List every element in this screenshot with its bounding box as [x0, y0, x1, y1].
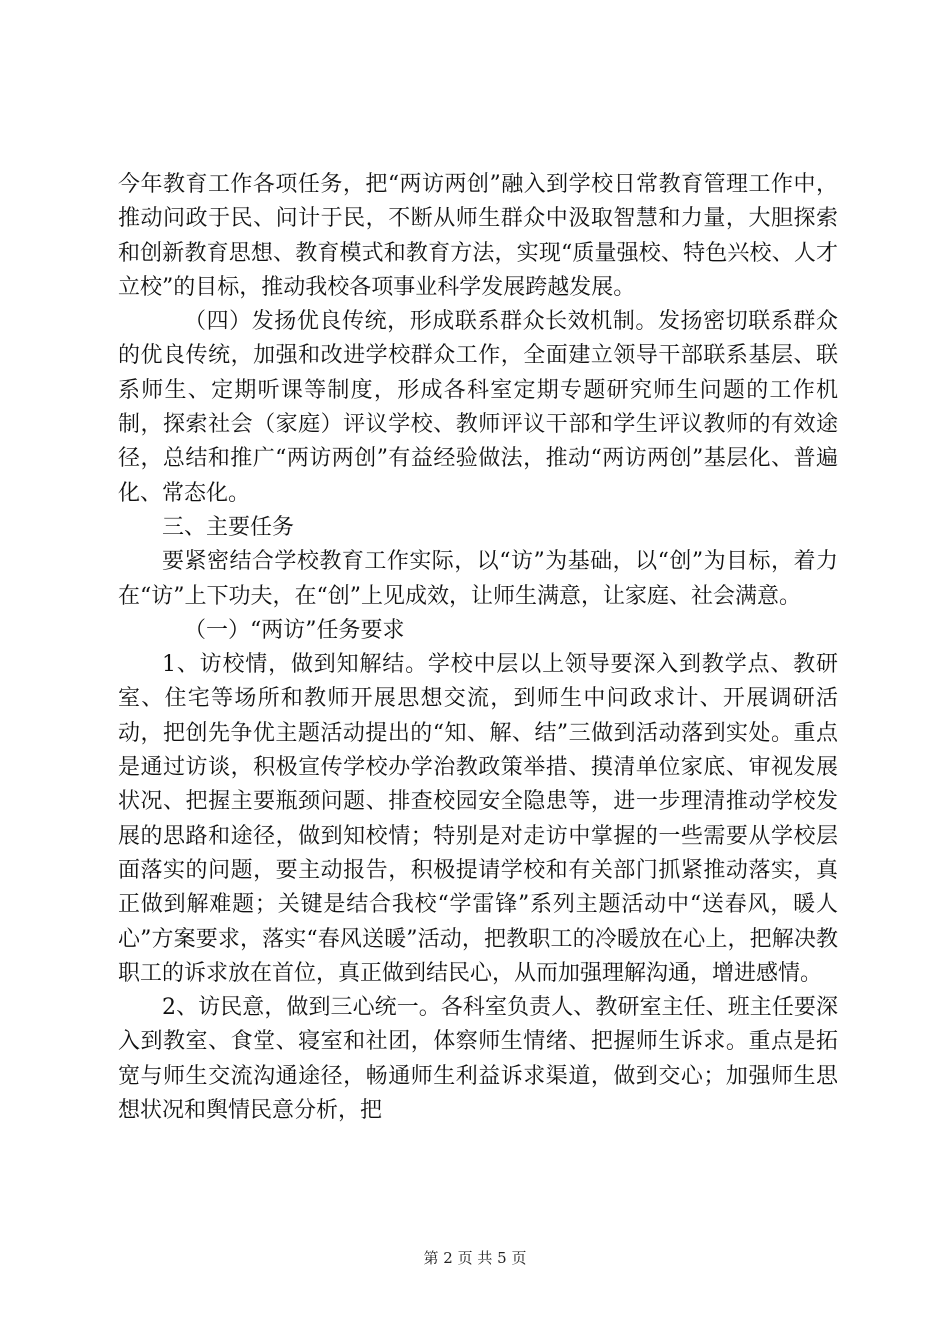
- paragraph-main-tasks-intro: 要紧密结合学校教育工作实际，以“访”为基础，以“创”为目标，着力在“访”上下功夫，在“创”上见成效，让师生满意，让家庭、社会满意。: [118, 549, 838, 609]
- document-body: [118, 168, 838, 1128]
- heading-two-visits-requirements: （一）“两访”任务要求: [184, 617, 405, 643]
- paragraph-visit-school: 1、访校情，做到知解结。学校中层以上领导要深入到教学点、教研室、住宅等场所和教师开展思想交流，到师生中问政求计、开展调研活动，把创先争优主题活动提出的“知、解、结”三做到活动落到实处。重点是通过访谈，积极宣传学校办学治教政策举措、摸清单位家底、审视发展状况、把握主要瓶颈问题、排查校园安全隐患等，进一步理清推动学校发展的思路和途径，做到知校情；特别是对走访中掌握的一些需要从学校层面落实的问题，要主动报告，积极提请学校和有关部门抓紧推动落实，真正做到解难题；关键是结合我校“学雷锋”系列主题活动中“送春风，暖人心”方案要求，落实“春风送暖”活动，把教职工的冷暖放在心上，把解决教职工的诉求放在首位，真正做到结民心，从而加强理解沟通，增进感情。: [118, 652, 838, 986]
- paragraph-visit-opinion: 2、访民意，做到三心统一。各科室负责人、教研室主任、班主任要深入到教室、食堂、寝室和社团，体察师生情绪、把握师生诉求。重点是拓宽与师生交流沟通途径，畅通师生利益诉求渠道，做到交心；加强师生思想状况和舆情民意分析，把: [118, 995, 838, 1124]
- paragraph-goal-continuation: 今年教育工作各项任务，把“两访两创”融入到学校日常教育管理工作中，推动问政于民、问计于民，不断从师生群众中汲取智慧和力量，大胆探索和创新教育思想、教育模式和教育方法，实现“质量强校、特色兴校、人才立校”的目标，推动我校各项事业科学发展跨越发展。: [118, 172, 838, 300]
- page-number-footer: 第 2 页 共 5 页: [423, 1249, 527, 1267]
- heading-main-tasks: 三、主要任务: [162, 514, 295, 540]
- paragraph-section-four: （四）发扬优良传统，形成联系群众长效机制。发扬密切联系群众的优良传统，加强和改进学校群众工作，全面建立领导干部联系基层、联系师生、定期听课等制度，形成各科室定期专题研究师生问题的工作机制，探索社会（家庭）评议学校、教师评议干部和学生评议教师的有效途径，总结和推广“两访两创”有益经验做法，推动“两访两创”基层化、普遍化、常态化。: [118, 309, 838, 506]
